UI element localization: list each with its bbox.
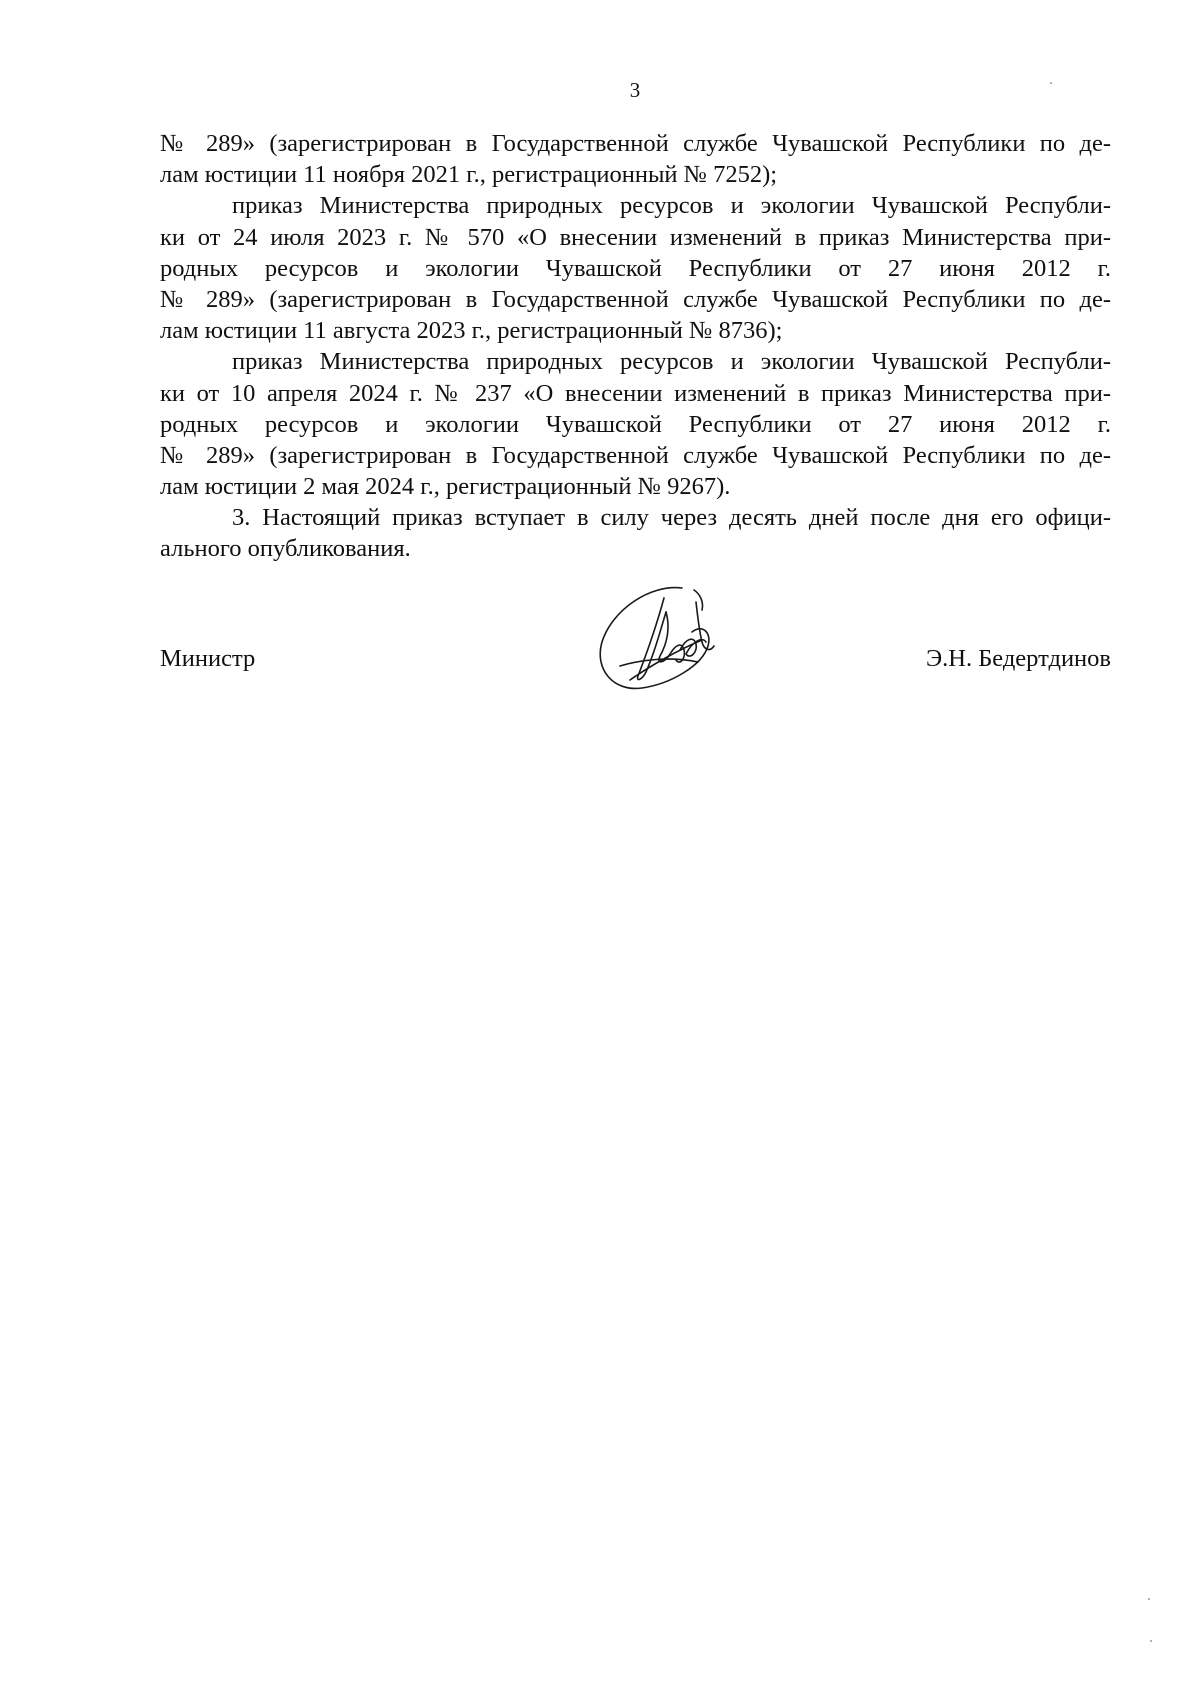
text-line: № 289» (зарегистрирован в Государственной службе Чувашской Республики по де- bbox=[160, 441, 1111, 469]
text-line: ки от 24 июля 2023 г. № 570 «О внесении изменений в приказ Министерства при- bbox=[160, 223, 1111, 251]
text-line: № 289» (зарегистрирован в Государственной службе Чувашской Республики по де- bbox=[160, 285, 1111, 313]
document-body bbox=[160, 128, 1111, 565]
text-line: ки от 10 апреля 2024 г. № 237 «О внесении изменений в приказ Министерства при- bbox=[160, 379, 1111, 407]
scan-artifact bbox=[1148, 1598, 1150, 1600]
handwritten-signature bbox=[590, 580, 740, 700]
signature-block bbox=[160, 580, 1111, 700]
text-line: лам юстиции 11 августа 2023 г., регистрационный № 8736); bbox=[160, 317, 783, 345]
signatory-name: Э.Н. Бедертдинов bbox=[925, 645, 1111, 672]
text-line: 3. Настоящий приказ вступает в силу через десять дней после дня его офици- bbox=[232, 504, 1111, 532]
text-line: родных ресурсов и экологии Чувашской Республики от 27 июня 2012 г. bbox=[160, 410, 1111, 438]
text-line: приказ Министерства природных ресурсов и экологии Чувашской Республи- bbox=[232, 348, 1111, 376]
text-line: родных ресурсов и экологии Чувашской Республики от 27 июня 2012 г. bbox=[160, 254, 1111, 282]
scan-artifact bbox=[1150, 1640, 1152, 1642]
text-line: № 289» (зарегистрирован в Государственной службе Чувашской Республики по де- bbox=[160, 130, 1111, 157]
scan-artifact bbox=[1050, 82, 1052, 84]
signatory-title: Министр bbox=[160, 645, 256, 672]
text-line: лам юстиции 11 ноября 2021 г., регистрационный № 7252); bbox=[160, 161, 778, 189]
page-number: 3 bbox=[629, 78, 641, 102]
text-line: лам юстиции 2 мая 2024 г., регистрационный № 9267). bbox=[160, 473, 731, 501]
text-line: приказ Министерства природных ресурсов и экологии Чувашской Республи- bbox=[232, 192, 1111, 220]
text-line: ального опубликования. bbox=[160, 535, 411, 563]
